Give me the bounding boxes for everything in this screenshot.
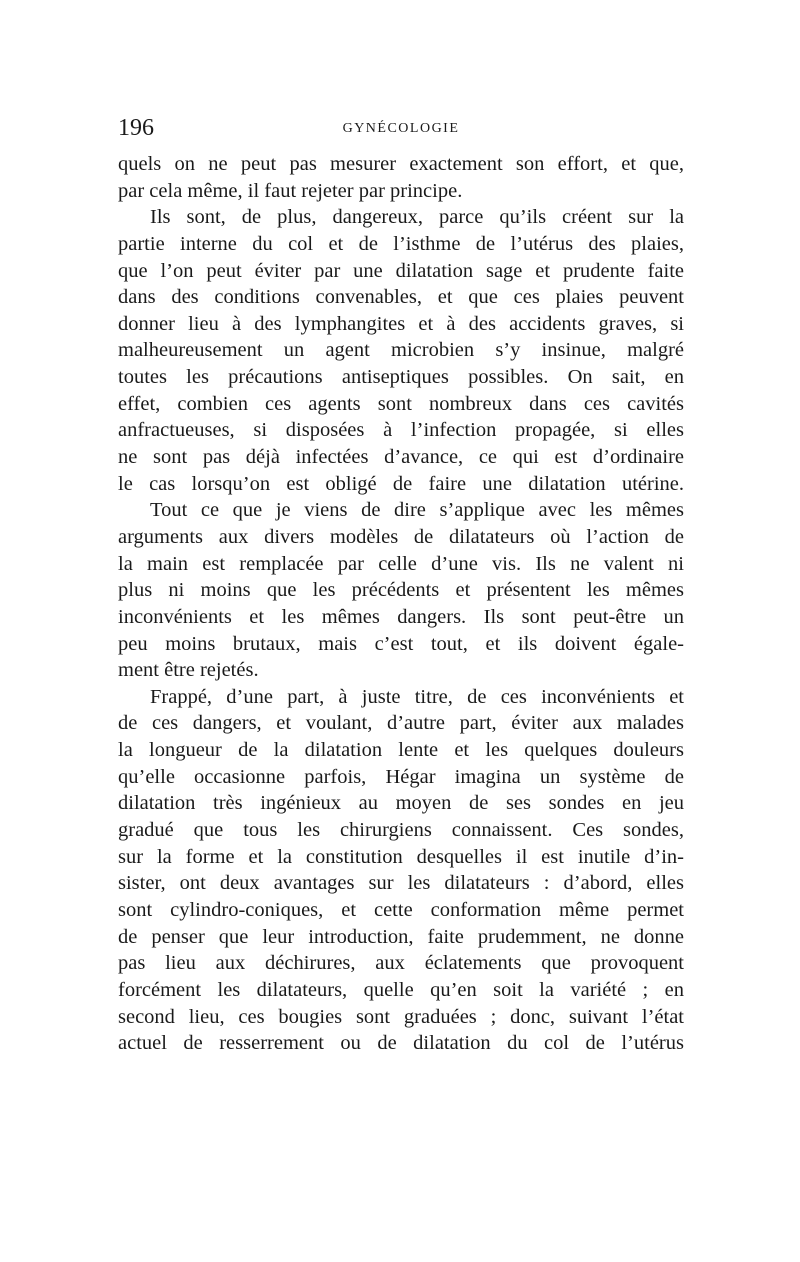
text-line: ne sont pas déjà infectées d’avance, ce qui est d’ordinaire — [118, 446, 684, 469]
text-line: sister, ont deux avantages sur les dilatateurs : d’abord, elles — [118, 872, 684, 895]
text-line: gradué que tous les chirurgiens connaissent. Ces sondes, — [118, 819, 684, 842]
text-line: la longueur de la dilatation lente et les quelques douleurs — [118, 739, 684, 762]
text-line: de ces dangers, et voulant, d’autre part, éviter aux malades — [118, 712, 684, 735]
text-line: inconvénients et les mêmes dangers. Ils sont peut-être un — [118, 605, 684, 628]
text-line: arguments aux divers modèles de dilatateurs où l’action de — [118, 525, 684, 548]
text-line: forcément les dilatateurs, quelle qu’en soit la variété ; en — [118, 978, 684, 1001]
running-title: GYNÉCOLOGIE — [342, 121, 460, 136]
text-line: qu’elle occasionne parfois, Hégar imagina un système de — [118, 765, 684, 788]
text-line: dans des conditions convenables, et que ces plaies peuvent — [118, 286, 684, 309]
text-line: de penser que leur introduction, faite prudemment, ne donne — [118, 925, 684, 948]
text-line: second lieu, ces bougies sont graduées ; donc, suivant l’état — [118, 1005, 684, 1028]
text-line: sur la forme et la constitution desquelles il est inutile d’in- — [118, 845, 684, 868]
running-head — [118, 112, 684, 144]
text-line: donner lieu à des lymphangites et à des accidents graves, si — [118, 312, 684, 335]
text-line: effet, combien ces agents sont nombreux dans ces cavités — [118, 392, 684, 415]
text-line: pas lieu aux déchirures, aux éclatements que provoquent — [118, 952, 684, 975]
body-text — [118, 151, 684, 1057]
paragraph-end-line: par cela même, il faut rejeter par principe. — [118, 179, 463, 202]
text-line: le cas lorsqu’on est obligé de faire une dilatation utérine. — [118, 472, 684, 495]
page-number: 196 — [118, 115, 154, 141]
paragraph-end-line: ment être rejetés. — [118, 659, 259, 682]
text-line: quels on ne peut pas mesurer exactement son effort, et que, — [118, 153, 684, 175]
text-line: partie interne du col et de l’isthme de l’utérus des plaies, — [118, 232, 684, 255]
paragraph-start-line: Ils sont, de plus, dangereux, parce qu’ils créent sur la — [150, 206, 684, 229]
text-line: anfractueuses, si disposées à l’infection propagée, si elles — [118, 419, 684, 442]
paragraph-start-line: Frappé, d’une part, à juste titre, de ces inconvénients et — [150, 685, 684, 708]
text-line: la main est remplacée par celle d’une vis. Ils ne valent ni — [118, 552, 684, 575]
text-line: que l’on peut éviter par une dilatation sage et prudente faite — [118, 259, 684, 282]
text-line: sont cylindro-coniques, et cette conformation même permet — [118, 898, 684, 921]
text-line: actuel de resserrement ou de dilatation du col de l’utérus — [118, 1032, 684, 1055]
text-line: plus ni moins que les précédents et présentent les mêmes — [118, 579, 684, 602]
text-line: malheureusement un agent microbien s’y insinue, malgré — [118, 339, 684, 362]
text-line: peu moins brutaux, mais c’est tout, et ils doivent égale- — [118, 632, 684, 655]
paragraph-start-line: Tout ce que je viens de dire s’applique avec les mêmes — [150, 499, 684, 522]
text-line: toutes les précautions antiseptiques possibles. On sait, en — [118, 366, 684, 389]
text-line: dilatation très ingénieux au moyen de ses sondes en jeu — [118, 792, 684, 815]
